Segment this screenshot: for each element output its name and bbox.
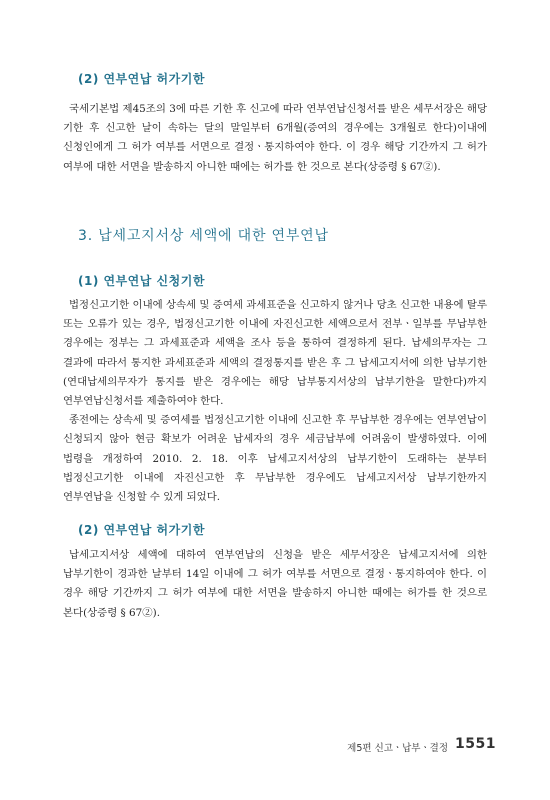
section-heading-extension-deadline: (2) 연부연납 허가기한: [78, 72, 205, 86]
paragraph-text: 종전에는 상속세 및 증여세를 법정신고기한 이내에 신고한 후 무납부한 경우에는 연부연납이 신청되지 않아 현금 확보가 어려운 납세자의 경우 세금납부에 어려움이 발생하였다. 이에 법령을 개정하여 2010. 2. 18. 이후 납세고지서상의 납부기한이 도래하는 분부터 법정신고기한 이내에 자진신고한 후 무납부한 경우에도 납세고지서상 납부기한까지 연부연납을 신청할 수 있게 되었다.: [63, 414, 487, 504]
page-number: 1551: [455, 736, 496, 752]
section-heading-permit-deadline: (2) 연부연납 허가기한: [78, 523, 205, 537]
footer-section-title: 제5편 신고ㆍ납부ㆍ결정: [347, 743, 448, 754]
section-heading-application-deadline: (1) 연부연납 신청기한: [78, 274, 205, 288]
chapter-heading-tax-notice: 3. 납세고지서상 세액에 대한 연부연납: [78, 228, 329, 244]
paragraph-text: 국세기본법 제45조의 3에 따른 기한 후 신고에 따라 연부연납신청서를 받은 세무서장은 해당 기한 후 신고한 날이 속하는 달의 말일부터 6개월(증여의 경우에는 3개월로 한다)이내에 신청인에게 그 허가 여부를 서면으로 결정ㆍ통지하여야 한다. 이 경우 해당 기간까지 그 허가 여부에 대한 서면을 발송하지 아니한 때에는 허가를 한 것으로 본다(상증령 § 67②).: [63, 103, 487, 173]
paragraph-permit-deadline: [63, 546, 487, 623]
paragraph-extension-deadline: [63, 100, 487, 177]
paragraph-application-deadline: [63, 296, 487, 507]
paragraph-text: 납세고지서상 세액에 대하여 연부연납의 신청을 받은 세무서장은 납세고지서에 의한 납부기한이 경과한 날부터 14일 이내에 그 허가 여부를 서면으로 결정ㆍ통지하여야 한다. 이 경우 해당 기간까지 그 허가 여부에 대한 서면을 발송하지 아니한 때에는 허가를 한 것으로 본다(상증령 § 67②).: [63, 549, 487, 619]
paragraph-text: 법정신고기한 이내에 상속세 및 증여세 과세표준을 신고하지 않거나 당초 신고한 내용에 탈루 또는 오류가 있는 경우, 법정신고기한 이내에 자진신고한 세액으로서 전부ㆍ일부를 무납부한 경우에는 정부는 그 과세표준과 세액을 조사 등을 통하여 결정하게 된다. 납세의무자는 그 결과에 따라서 통지한 과세표준과 세액의 결정통지를 받은 후 그 납세고지서에 의한 납부기한(연대납세의무자가 통지를 받은 경우에는 해당 납부통지서상의 납부기한을 말한다)까지 연부연납신청서를 제출하여야 한다.: [63, 299, 487, 408]
